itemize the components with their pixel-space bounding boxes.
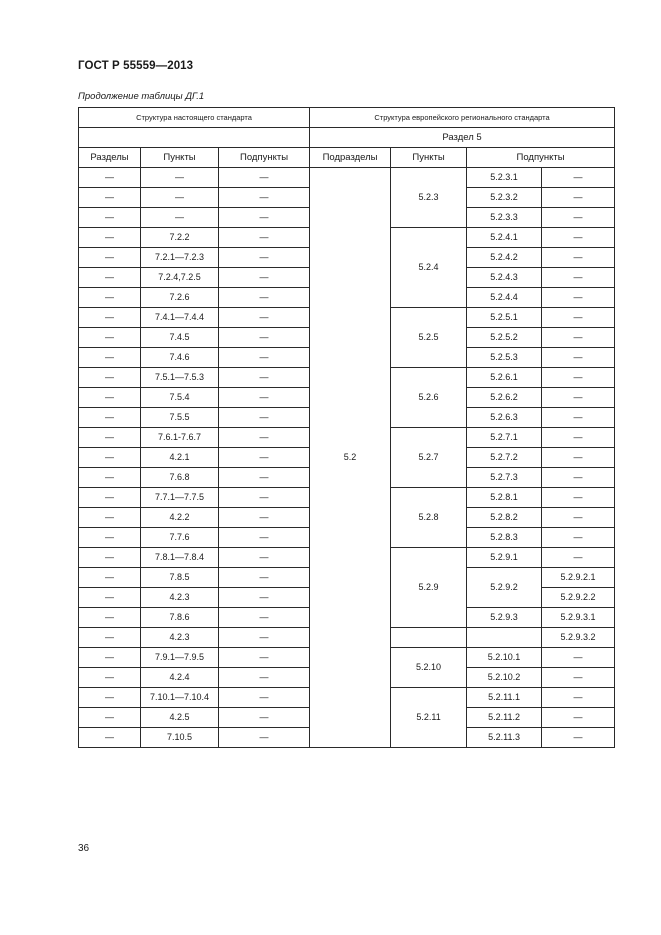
eu-subsubpoint-cell: — bbox=[542, 488, 615, 508]
point-cell: 7.5.5 bbox=[141, 408, 219, 428]
section-cell: — bbox=[79, 648, 141, 668]
point-cell: 7.5.1—7.5.3 bbox=[141, 368, 219, 388]
eu-subpoint-cell: 5.2.10.1 bbox=[467, 648, 542, 668]
subpoint-cell: — bbox=[219, 528, 310, 548]
subpoint-cell: — bbox=[219, 688, 310, 708]
eu-subpoint-cell: 5.2.8.3 bbox=[467, 528, 542, 548]
point-cell: 7.4.5 bbox=[141, 328, 219, 348]
point-cell: 4.2.3 bbox=[141, 628, 219, 648]
eu-subpoint-cell: 5.2.4.1 bbox=[467, 228, 542, 248]
point-cell: 7.10.1—7.10.4 bbox=[141, 688, 219, 708]
point-cell: 7.2.2 bbox=[141, 228, 219, 248]
subpoint-cell: — bbox=[219, 348, 310, 368]
eu-subsubpoint-cell: — bbox=[542, 728, 615, 748]
blank-header-cell bbox=[79, 128, 310, 148]
eu-point-cell: 5.2.11 bbox=[391, 688, 467, 748]
eu-subpoint-cell: 5.2.9.3 bbox=[467, 608, 542, 628]
section-cell: — bbox=[79, 248, 141, 268]
eu-point-cell: 5.2.6 bbox=[391, 368, 467, 428]
subpoint-cell: — bbox=[219, 268, 310, 288]
point-cell: 7.8.1—7.8.4 bbox=[141, 548, 219, 568]
eu-subpoint-cell: 5.2.7.2 bbox=[467, 448, 542, 468]
subpoint-cell: — bbox=[219, 388, 310, 408]
point-cell: 7.10.5 bbox=[141, 728, 219, 748]
point-cell: 4.2.1 bbox=[141, 448, 219, 468]
eu-subsubpoint-cell: — bbox=[542, 348, 615, 368]
column-header-sections: Разделы bbox=[79, 148, 141, 168]
section-cell: — bbox=[79, 288, 141, 308]
eu-subsubpoint-cell: — bbox=[542, 528, 615, 548]
section-cell: — bbox=[79, 368, 141, 388]
eu-subsubpoint-cell: 5.2.9.3.2 bbox=[542, 628, 615, 648]
point-cell: 4.2.4 bbox=[141, 668, 219, 688]
standard-title: ГОСТ Р 55559—2013 bbox=[78, 60, 194, 72]
eu-subpoint-cell: 5.2.3.2 bbox=[467, 188, 542, 208]
eu-subpoint-cell: 5.2.6.1 bbox=[467, 368, 542, 388]
eu-subpoint-cell bbox=[467, 628, 542, 648]
section-cell: — bbox=[79, 728, 141, 748]
eu-subpoint-cell: 5.2.4.3 bbox=[467, 268, 542, 288]
point-cell: 7.2.6 bbox=[141, 288, 219, 308]
eu-subsubpoint-cell: 5.2.9.2.2 bbox=[542, 588, 615, 608]
section-cell: — bbox=[79, 488, 141, 508]
eu-point-cell: 5.2.9 bbox=[391, 548, 467, 628]
subpoint-cell: — bbox=[219, 628, 310, 648]
eu-subsubpoint-cell: — bbox=[542, 168, 615, 188]
eu-subsubpoint-cell: — bbox=[542, 668, 615, 688]
subpoint-cell: — bbox=[219, 488, 310, 508]
section-cell: — bbox=[79, 668, 141, 688]
subpoint-cell: — bbox=[219, 408, 310, 428]
eu-subsubpoint-cell: — bbox=[542, 368, 615, 388]
point-cell: 7.6.8 bbox=[141, 468, 219, 488]
page-number: 36 bbox=[78, 843, 90, 854]
eu-subsubpoint-cell: — bbox=[542, 408, 615, 428]
section-cell: — bbox=[79, 608, 141, 628]
eu-subpoint-cell: 5.2.11.3 bbox=[467, 728, 542, 748]
eu-subpoint-cell: 5.2.5.3 bbox=[467, 348, 542, 368]
eu-subsubpoint-cell: — bbox=[542, 428, 615, 448]
eu-subsubpoint-cell: — bbox=[542, 468, 615, 488]
eu-subsubpoint-cell: — bbox=[542, 288, 615, 308]
section-cell: — bbox=[79, 528, 141, 548]
eu-subpoint-cell: 5.2.6.2 bbox=[467, 388, 542, 408]
eu-subpoint-cell: 5.2.5.1 bbox=[467, 308, 542, 328]
subpoint-cell: — bbox=[219, 708, 310, 728]
section-cell: — bbox=[79, 568, 141, 588]
group-header-national: Структура настоящего стандарта bbox=[79, 108, 310, 128]
eu-subsubpoint-cell: — bbox=[542, 268, 615, 288]
section-cell: — bbox=[79, 308, 141, 328]
subpoint-cell: — bbox=[219, 368, 310, 388]
subpoint-cell: — bbox=[219, 208, 310, 228]
point-cell: 7.4.6 bbox=[141, 348, 219, 368]
eu-subsubpoint-cell: — bbox=[542, 208, 615, 228]
eu-point-cell-empty bbox=[391, 628, 467, 648]
eu-subpoint-cell: 5.2.3.1 bbox=[467, 168, 542, 188]
eu-point-cell: 5.2.8 bbox=[391, 488, 467, 548]
eu-subpoint-cell: 5.2.3.3 bbox=[467, 208, 542, 228]
eu-subpoint-cell: 5.2.7.1 bbox=[467, 428, 542, 448]
subpoint-cell: — bbox=[219, 468, 310, 488]
section-cell: — bbox=[79, 708, 141, 728]
point-cell: 4.2.2 bbox=[141, 508, 219, 528]
point-cell: 7.4.1—7.4.4 bbox=[141, 308, 219, 328]
group-header-european: Структура европейского регионального стандарта bbox=[310, 108, 615, 128]
section-cell: — bbox=[79, 388, 141, 408]
section-cell: — bbox=[79, 588, 141, 608]
subpoint-cell: — bbox=[219, 308, 310, 328]
point-cell: 7.8.5 bbox=[141, 568, 219, 588]
point-cell: 7.6.1-7.6.7 bbox=[141, 428, 219, 448]
section-cell: — bbox=[79, 468, 141, 488]
section-cell: — bbox=[79, 408, 141, 428]
subpoint-cell: — bbox=[219, 508, 310, 528]
subpoint-cell: — bbox=[219, 548, 310, 568]
point-cell: 7.7.1—7.7.5 bbox=[141, 488, 219, 508]
point-cell: 7.2.4,7.2.5 bbox=[141, 268, 219, 288]
point-cell: 7.7.6 bbox=[141, 528, 219, 548]
section-header: Раздел 5 bbox=[310, 128, 615, 148]
point-cell: — bbox=[141, 168, 219, 188]
section-cell: — bbox=[79, 448, 141, 468]
eu-subpoint-cell: 5.2.8.1 bbox=[467, 488, 542, 508]
point-cell: 7.9.1—7.9.5 bbox=[141, 648, 219, 668]
point-cell: 7.8.6 bbox=[141, 608, 219, 628]
section-cell: — bbox=[79, 548, 141, 568]
subpoint-cell: — bbox=[219, 288, 310, 308]
eu-subpoint-cell: 5.2.11.2 bbox=[467, 708, 542, 728]
subpoint-cell: — bbox=[219, 428, 310, 448]
point-cell: 7.5.4 bbox=[141, 388, 219, 408]
point-cell: 4.2.5 bbox=[141, 708, 219, 728]
eu-subsubpoint-cell: — bbox=[542, 648, 615, 668]
subpoint-cell: — bbox=[219, 668, 310, 688]
eu-point-cell: 5.2.5 bbox=[391, 308, 467, 368]
section-cell: — bbox=[79, 188, 141, 208]
eu-subpoint-cell: 5.2.8.2 bbox=[467, 508, 542, 528]
eu-subsection-cell: 5.2 bbox=[310, 168, 391, 748]
subpoint-cell: — bbox=[219, 588, 310, 608]
section-cell: — bbox=[79, 348, 141, 368]
eu-subpoint-cell: 5.2.6.3 bbox=[467, 408, 542, 428]
section-cell: — bbox=[79, 628, 141, 648]
section-cell: — bbox=[79, 268, 141, 288]
eu-subsubpoint-cell: — bbox=[542, 508, 615, 528]
column-header-subsections: Подразделы bbox=[310, 148, 391, 168]
eu-subpoint-cell: 5.2.9.1 bbox=[467, 548, 542, 568]
section-cell: — bbox=[79, 508, 141, 528]
subpoint-cell: — bbox=[219, 728, 310, 748]
column-header-eu-subpoints: Подпункты bbox=[467, 148, 615, 168]
subpoint-cell: — bbox=[219, 188, 310, 208]
eu-subsubpoint-cell: — bbox=[542, 328, 615, 348]
section-cell: — bbox=[79, 328, 141, 348]
eu-subpoint-cell: 5.2.10.2 bbox=[467, 668, 542, 688]
subpoint-cell: — bbox=[219, 608, 310, 628]
correspondence-table bbox=[78, 107, 615, 748]
eu-subpoint-cell: 5.2.5.2 bbox=[467, 328, 542, 348]
eu-subpoint-cell: 5.2.4.4 bbox=[467, 288, 542, 308]
eu-point-cell: 5.2.3 bbox=[391, 168, 467, 228]
subpoint-cell: — bbox=[219, 568, 310, 588]
subpoint-cell: — bbox=[219, 328, 310, 348]
eu-subpoint-cell: 5.2.4.2 bbox=[467, 248, 542, 268]
subpoint-cell: — bbox=[219, 168, 310, 188]
eu-subsubpoint-cell: — bbox=[542, 308, 615, 328]
eu-point-cell: 5.2.7 bbox=[391, 428, 467, 488]
column-header-eu-points: Пункты bbox=[391, 148, 467, 168]
subpoint-cell: — bbox=[219, 248, 310, 268]
eu-point-cell: 5.2.10 bbox=[391, 648, 467, 688]
section-cell: — bbox=[79, 228, 141, 248]
eu-subpoint-cell: 5.2.9.2 bbox=[467, 568, 542, 608]
eu-subsubpoint-cell: 5.2.9.3.1 bbox=[542, 608, 615, 628]
point-cell: 7.2.1—7.2.3 bbox=[141, 248, 219, 268]
section-cell: — bbox=[79, 428, 141, 448]
subpoint-cell: — bbox=[219, 448, 310, 468]
eu-subsubpoint-cell: — bbox=[542, 188, 615, 208]
table-caption: Продолжение таблицы ДГ.1 bbox=[78, 91, 205, 102]
section-cell: — bbox=[79, 688, 141, 708]
subpoint-cell: — bbox=[219, 648, 310, 668]
column-header-subpoints: Подпункты bbox=[219, 148, 310, 168]
eu-point-cell: 5.2.4 bbox=[391, 228, 467, 308]
eu-subsubpoint-cell: 5.2.9.2.1 bbox=[542, 568, 615, 588]
point-cell: 4.2.3 bbox=[141, 588, 219, 608]
eu-subsubpoint-cell: — bbox=[542, 708, 615, 728]
eu-subsubpoint-cell: — bbox=[542, 448, 615, 468]
eu-subpoint-cell: 5.2.11.1 bbox=[467, 688, 542, 708]
eu-subsubpoint-cell: — bbox=[542, 228, 615, 248]
section-cell: — bbox=[79, 168, 141, 188]
eu-subpoint-cell: 5.2.7.3 bbox=[467, 468, 542, 488]
subpoint-cell: — bbox=[219, 228, 310, 248]
eu-subsubpoint-cell: — bbox=[542, 548, 615, 568]
eu-subsubpoint-cell: — bbox=[542, 688, 615, 708]
column-header-points: Пункты bbox=[141, 148, 219, 168]
table-row bbox=[79, 168, 615, 188]
eu-subsubpoint-cell: — bbox=[542, 388, 615, 408]
point-cell: — bbox=[141, 188, 219, 208]
point-cell: — bbox=[141, 208, 219, 228]
section-cell: — bbox=[79, 208, 141, 228]
eu-subsubpoint-cell: — bbox=[542, 248, 615, 268]
